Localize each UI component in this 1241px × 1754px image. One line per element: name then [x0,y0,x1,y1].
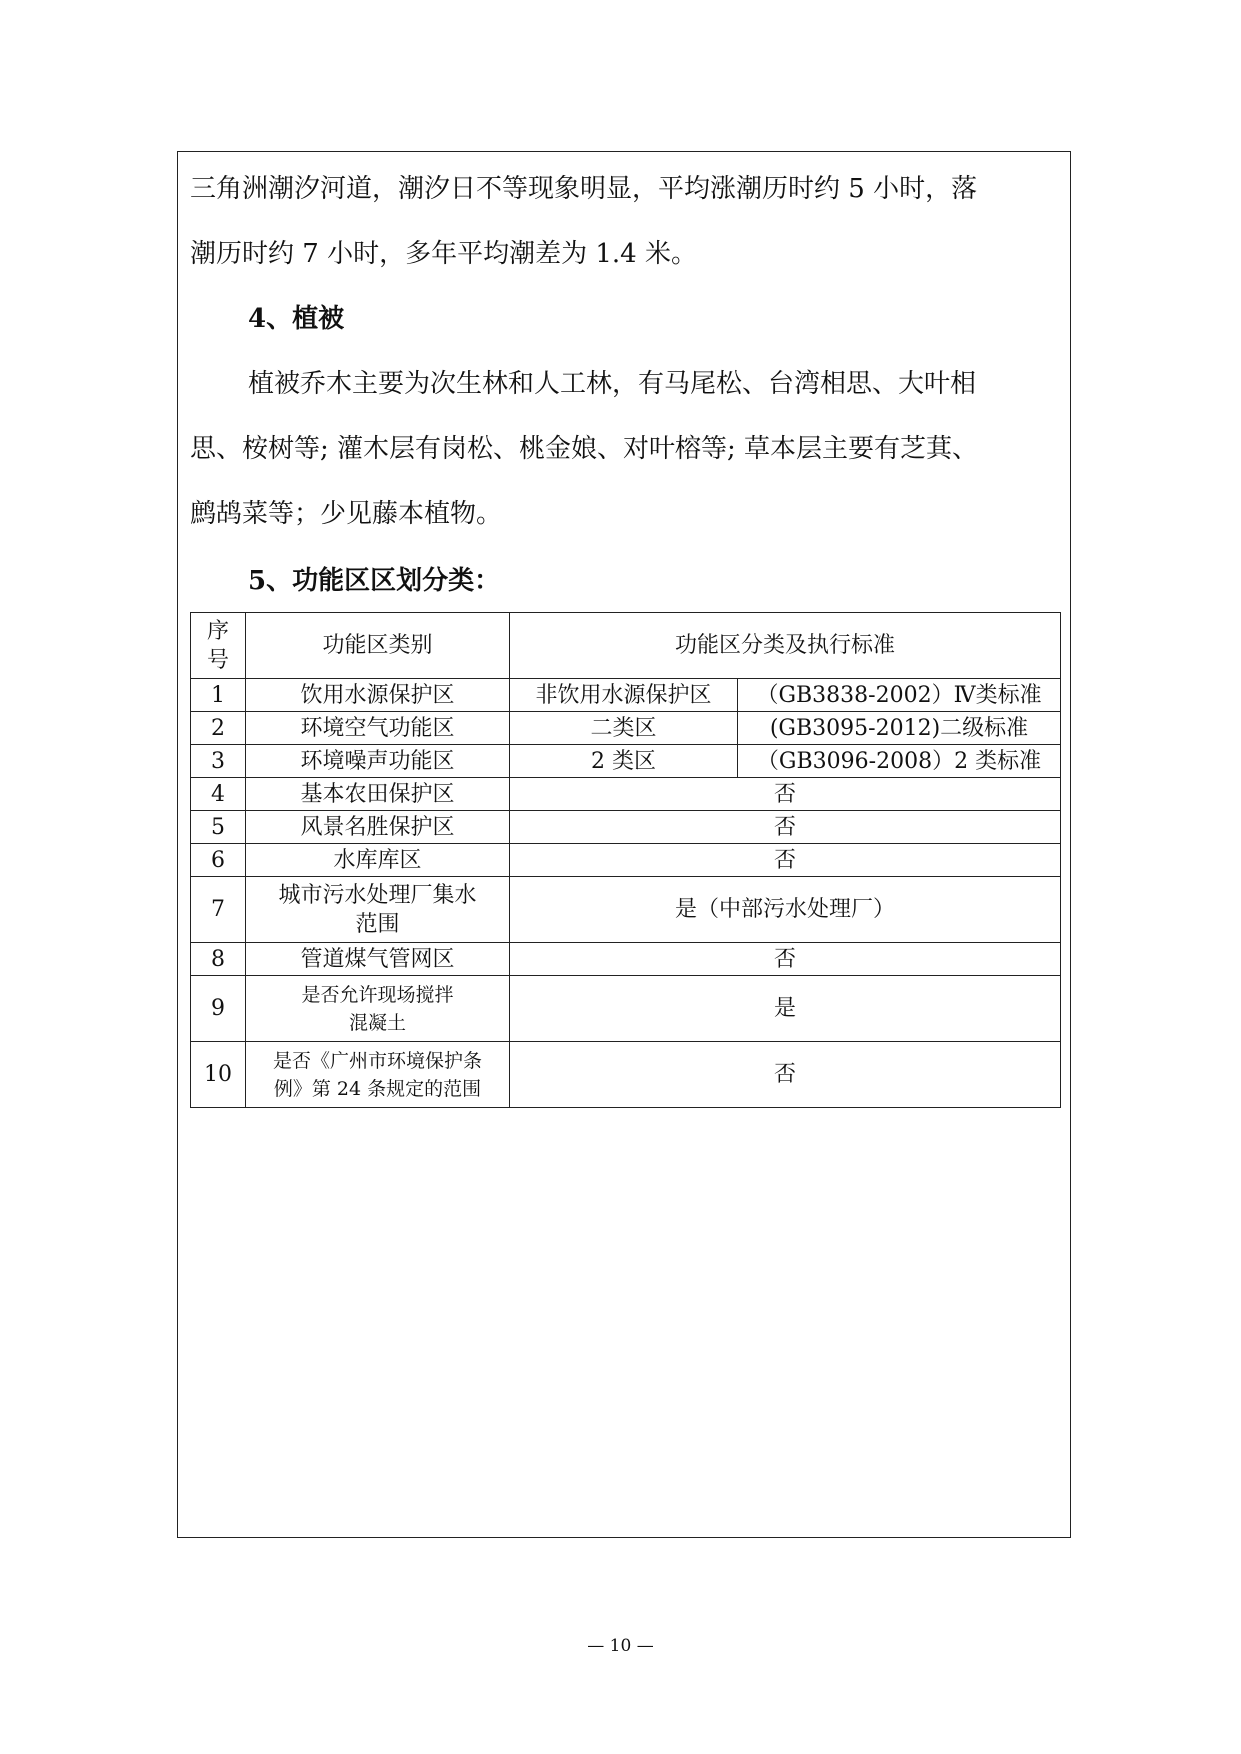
table-header-row [191,613,1061,679]
row-class: 2 类区 [510,745,738,778]
row-number: 2 [191,712,246,745]
paragraph-line: 植被乔木主要为次生林和人工林，有马尾松、台湾相思、大叶相 [248,369,977,399]
row-number: 9 [191,976,246,1042]
row-number: 3 [191,745,246,778]
table-row [191,943,1061,976]
row-number: 10 [191,1042,246,1108]
row-standard: (GB3095-2012)二级标准 [738,712,1061,745]
paragraph-line: 思、桉树等; 灌木层有岗松、桃金娘、对叶榕等; 草本层主要有芝萁、 [190,434,979,464]
paragraph-line: 三角洲潮汐河道，潮汐日不等现象明显，平均涨潮历时约 5 小时，落 [190,174,978,204]
row-class: 非饮用水源保护区 [510,679,738,712]
row-number: 4 [191,778,246,811]
table-row [191,679,1061,712]
row-number: 1 [191,679,246,712]
header-seq: 序 号 [191,613,246,679]
row-category: 管道煤气管网区 [246,943,510,976]
row-category: 是否允许现场搅拌 混凝土 [246,976,510,1042]
table-row [191,811,1061,844]
row-number: 5 [191,811,246,844]
row-class: 二类区 [510,712,738,745]
row-category: 城市污水处理厂集水 范围 [246,877,510,943]
row-standard: （GB3838-2002）Ⅳ类标准 [738,679,1061,712]
section-heading-vegetation: 4、植被 [248,304,345,334]
row-category: 是否《广州市环境保护条 例》第 24 条规定的范围 [246,1042,510,1108]
table-row [191,877,1061,943]
row-value: 否 [510,844,1061,877]
row-number: 7 [191,877,246,943]
row-value: 是（中部污水处理厂） [510,877,1061,943]
row-category: 饮用水源保护区 [246,679,510,712]
table-row [191,844,1061,877]
row-category: 水库库区 [246,844,510,877]
page-number: — 10 — [587,1636,654,1656]
row-category: 风景名胜保护区 [246,811,510,844]
header-standard: 功能区分类及执行标准 [510,613,1061,679]
row-category: 基本农田保护区 [246,778,510,811]
row-value: 否 [510,811,1061,844]
paragraph-line: 潮历时约 7 小时，多年平均潮差为 1.4 米。 [190,239,697,269]
row-category: 环境空气功能区 [246,712,510,745]
table-row [191,778,1061,811]
row-category: 环境噪声功能区 [246,745,510,778]
paragraph-line: 鹧鸪菜等；少见藤本植物。 [190,499,503,529]
row-standard: （GB3096-2008）2 类标准 [738,745,1061,778]
row-value: 是 [510,976,1061,1042]
table-row [191,712,1061,745]
table-row [191,976,1061,1042]
row-number: 6 [191,844,246,877]
function-zone-table [190,612,1061,1108]
header-category: 功能区类别 [246,613,510,679]
row-value: 否 [510,1042,1061,1108]
row-value: 否 [510,778,1061,811]
table-row [191,1042,1061,1108]
section-heading-function-zones: 5、功能区区划分类： [248,566,501,596]
row-value: 否 [510,943,1061,976]
table-row [191,745,1061,778]
row-number: 8 [191,943,246,976]
